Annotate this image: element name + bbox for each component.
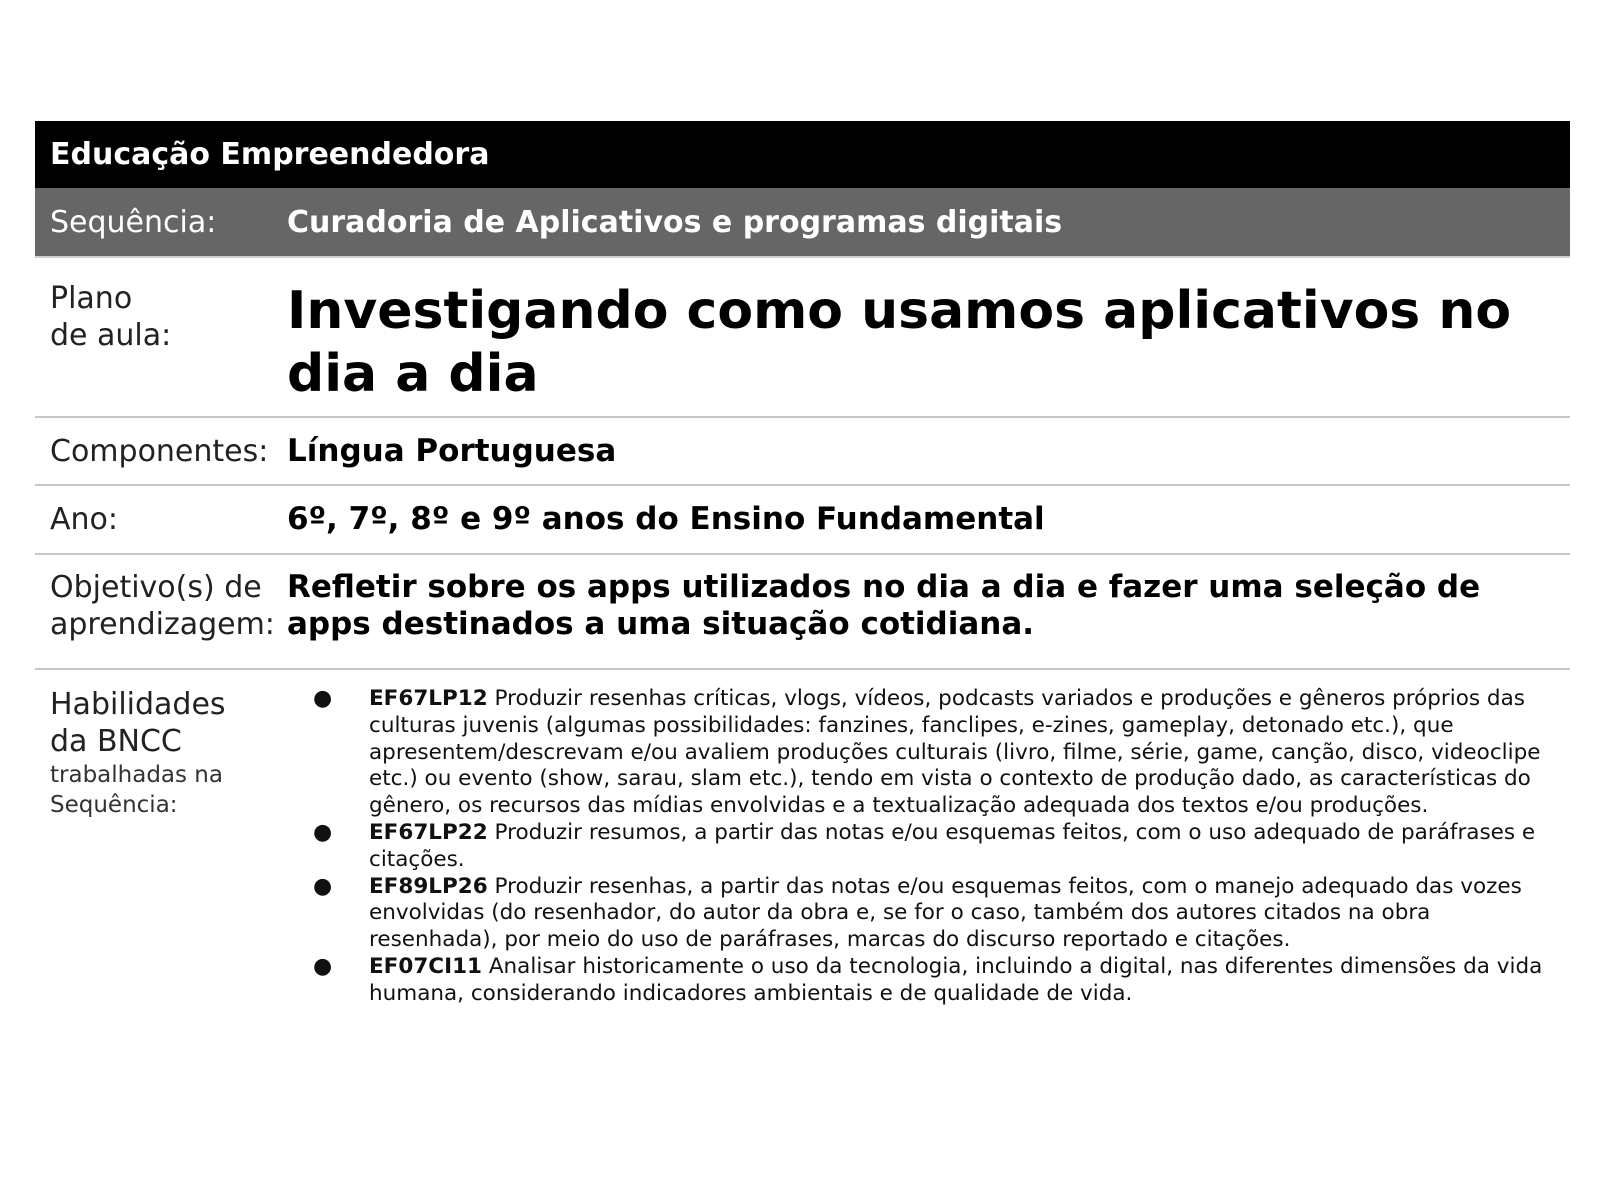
skill-code: EF67LP22 — [369, 819, 488, 845]
objectives-label — [35, 569, 287, 668]
year-value: 6º, 7º, 8º e 9º anos do Ensino Fundamental — [287, 501, 1045, 537]
skills-list — [287, 686, 1550, 1008]
skill-text: Analisar historicamente o uso da tecnologia, incluindo a digital, nas diferentes dimensões da vida humana, considerando indicadores ambientais e de qualidade de vida. — [369, 953, 1543, 1006]
lesson-plan-title: Investigando como usamos aplicativos no dia a dia — [287, 281, 1512, 404]
year-label: Ano: — [50, 502, 118, 537]
lesson-plan-label-line1: Plano — [50, 281, 133, 316]
sequence-row — [35, 188, 1570, 258]
objectives-label-line1: Objetivo(s) de — [50, 570, 262, 605]
components-value: Língua Portuguesa — [287, 432, 617, 469]
skill-item — [287, 686, 1550, 820]
bullet-icon: ● — [313, 686, 333, 711]
skills-label-line2: da BNCC — [50, 724, 182, 759]
skill-code: EF07CI11 — [369, 953, 482, 979]
skills-label-line1: Habilidades — [50, 687, 226, 722]
skill-text: Produzir resumos, a partir das notas e/ou esquemas feitos, com o uso adequado de paráfrases e citações. — [369, 819, 1536, 872]
bullet-icon: ● — [313, 873, 333, 899]
header-title: Educação Empreendedora — [50, 137, 490, 172]
components-row — [35, 418, 1570, 486]
lesson-plan-row — [35, 258, 1570, 418]
components-label: Componentes: — [50, 433, 269, 469]
bullet-icon: ● — [313, 819, 333, 845]
objectives-label-line2: aprendizagem: — [50, 607, 275, 642]
skills-row — [35, 670, 1570, 1008]
objectives-row — [35, 555, 1570, 670]
skill-text: Produzir resenhas, a partir das notas e/ou esquemas feitos, com o manejo adequado das vozes envolvidas (do resenhador, do autor da obra e, se for o caso, também dos autores citados na obra resenhada), por meio do uso de paráfrases, marcas do discurso reportado e citações. — [369, 873, 1522, 953]
lesson-plan-document — [35, 121, 1570, 1008]
objectives-value: Refletir sobre os apps utilizados no dia a dia e fazer uma seleção de apps destinados a uma situação cotidiana. — [287, 569, 1481, 642]
lesson-plan-label-line2: de aula: — [50, 318, 172, 353]
skill-item — [287, 954, 1550, 1008]
header-bar — [35, 121, 1570, 188]
skills-label-small1: trabalhadas na — [50, 762, 223, 788]
year-row — [35, 486, 1570, 555]
sequence-label: Sequência: — [50, 204, 217, 240]
bullet-icon: ● — [313, 953, 333, 979]
skill-item — [287, 820, 1550, 874]
skill-code: EF67LP12 — [369, 686, 488, 711]
skill-item — [287, 874, 1550, 954]
skills-list-container — [287, 686, 1570, 1008]
sequence-value: Curadoria de Aplicativos e programas digitais — [287, 204, 1063, 240]
skill-code: EF89LP26 — [369, 873, 488, 899]
skill-text: Produzir resenhas críticas, vlogs, vídeos, podcasts variados e produções e gêneros próprios das culturas juvenis (algumas possibilidades: fanzines, fanclipes, e-zines, gameplay, detonado etc.), que apresentem/descrevam e/ou avaliem produções culturais (livro, filme, série, game, canção, disco, videoclipe etc.) ou evento (show, sarau, slam etc.), tendo em vista o contexto de produção dado, as características do gênero, os recursos das mídias envolvidas e a textualização adequada dos textos e/ou produções. — [369, 686, 1541, 819]
skills-label-small2: Sequência: — [50, 792, 178, 818]
lesson-plan-label — [35, 278, 287, 416]
skills-label — [35, 686, 287, 1008]
